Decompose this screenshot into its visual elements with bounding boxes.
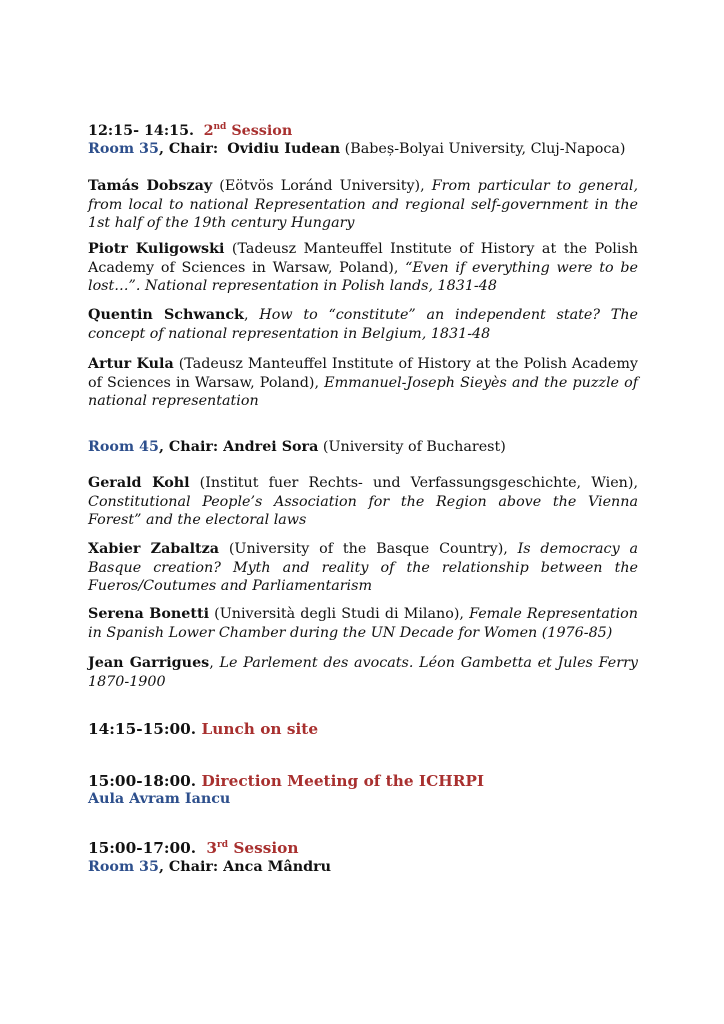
session-2-time: 12:15- 14:15. bbox=[88, 123, 195, 139]
paper-entry bbox=[88, 306, 638, 343]
session-3-ordinal-sup: rd bbox=[216, 839, 229, 850]
author-affiliation: (Tadeusz Manteuffel Institute of History at the Polish Academy of Sciences in Warsaw, Poland), bbox=[88, 241, 638, 276]
author-affiliation: (Università degli Studi di Milano), bbox=[209, 606, 470, 622]
lunch-title: Lunch on site bbox=[196, 720, 319, 738]
chair-label: , Chair: Andrei Sora bbox=[158, 439, 319, 455]
author-affiliation: (Eötvös Loránd University), bbox=[212, 178, 432, 194]
meeting-place bbox=[88, 790, 638, 809]
author-affiliation: (Tadeusz Manteuffel Institute of History at the Polish Academy of Sciences in Warsaw, Poland), bbox=[88, 356, 638, 391]
paper-entry bbox=[88, 474, 638, 530]
author-name: Jean Garrigues bbox=[88, 655, 210, 671]
author-name: Tamás Dobszay bbox=[88, 178, 213, 194]
session-2-session-label: Session bbox=[226, 123, 293, 139]
author-affiliation: , bbox=[243, 307, 260, 323]
meeting-title: Direction Meeting of the ICHRPI bbox=[196, 772, 485, 790]
author-name: Piotr Kuligowski bbox=[88, 241, 225, 257]
paper-entry bbox=[88, 605, 638, 642]
meeting-line bbox=[88, 772, 638, 791]
paper-title: How to “constitute” an independent state? The concept of national representation in Belgium, 1831-48 bbox=[88, 307, 638, 342]
author-name: Gerald Kohl bbox=[88, 475, 190, 491]
author-affiliation: , bbox=[209, 655, 220, 671]
lunch-time: 14:15-15:00. bbox=[88, 720, 197, 738]
chair-name: Ovidiu Iudean bbox=[227, 141, 341, 157]
paper-title: Emmanuel-Joseph Sieyès and the puzzle of national representation bbox=[88, 374, 638, 409]
session-3-title bbox=[201, 839, 299, 857]
room-35-chair-line bbox=[88, 140, 648, 159]
session-2-title bbox=[199, 123, 293, 139]
session-3-header bbox=[88, 839, 638, 858]
session-3-ordinal: 3 bbox=[206, 839, 217, 857]
paper-title: Is democracy a Basque creation? Myth and reality of the relationship between the Fueros/Coutumes and Parliamentarism bbox=[88, 541, 638, 594]
author-name: Serena Bonetti bbox=[88, 606, 210, 622]
chair-label-2: , Chair: Anca Mândru bbox=[158, 859, 332, 875]
paper-entry bbox=[88, 654, 638, 691]
session-2-header bbox=[88, 122, 638, 141]
room-35-label: Room 35 bbox=[88, 141, 159, 157]
paper-title: Female Representation in Spanish Lower Chamber during the UN Decade for Women (1976-85) bbox=[88, 606, 638, 641]
lunch-line bbox=[88, 720, 638, 739]
room-45-chair-line bbox=[88, 438, 638, 457]
paper-title: From particular to general, from local to national Representation and regional self-government in the 1st half of the 19th century Hungary bbox=[88, 178, 638, 231]
room-35-chair-line-2 bbox=[88, 858, 638, 877]
chair-label: , Chair: bbox=[158, 141, 219, 157]
paper-entry bbox=[88, 240, 638, 296]
chair-affiliation: (University of Bucharest) bbox=[318, 439, 506, 455]
room-45-label: Room 45 bbox=[88, 439, 159, 455]
session-2-ordinal: 2 bbox=[203, 123, 214, 139]
paper-entry bbox=[88, 355, 638, 411]
meeting-time: 15:00-18:00. bbox=[88, 772, 197, 790]
author-name: Xabier Zabaltza bbox=[88, 541, 220, 557]
meeting-place-label: Aula Avram Iancu bbox=[88, 791, 231, 807]
room-35-label-2: Room 35 bbox=[88, 859, 159, 875]
paper-entry bbox=[88, 540, 638, 596]
author-name: Quentin Schwanck bbox=[88, 307, 244, 323]
session-3-session-label: Session bbox=[228, 839, 299, 857]
chair-affiliation: (Babeș-Bolyai University, Cluj-Napoca) bbox=[340, 141, 626, 157]
author-affiliation: (Institut fuer Rechts- und Verfassungsgeschichte, Wien), bbox=[189, 475, 638, 491]
paper-title: “Even if everything were to be lost…”. National representation in Polish lands, 1831-48 bbox=[88, 259, 638, 294]
session-3-time: 15:00-17:00. bbox=[88, 839, 197, 857]
paper-title: Le Parlement des avocats. Léon Gambetta et Jules Ferry 1870-1900 bbox=[88, 655, 638, 690]
paper-title: Constitutional People’s Association for the Region above the Vienna Forest” and the electoral laws bbox=[88, 493, 638, 528]
session-2-ordinal-sup: nd bbox=[213, 122, 227, 133]
paper-entry bbox=[88, 177, 638, 233]
author-affiliation: (University of the Basque Country), bbox=[219, 541, 518, 557]
author-name: Artur Kula bbox=[88, 356, 174, 372]
